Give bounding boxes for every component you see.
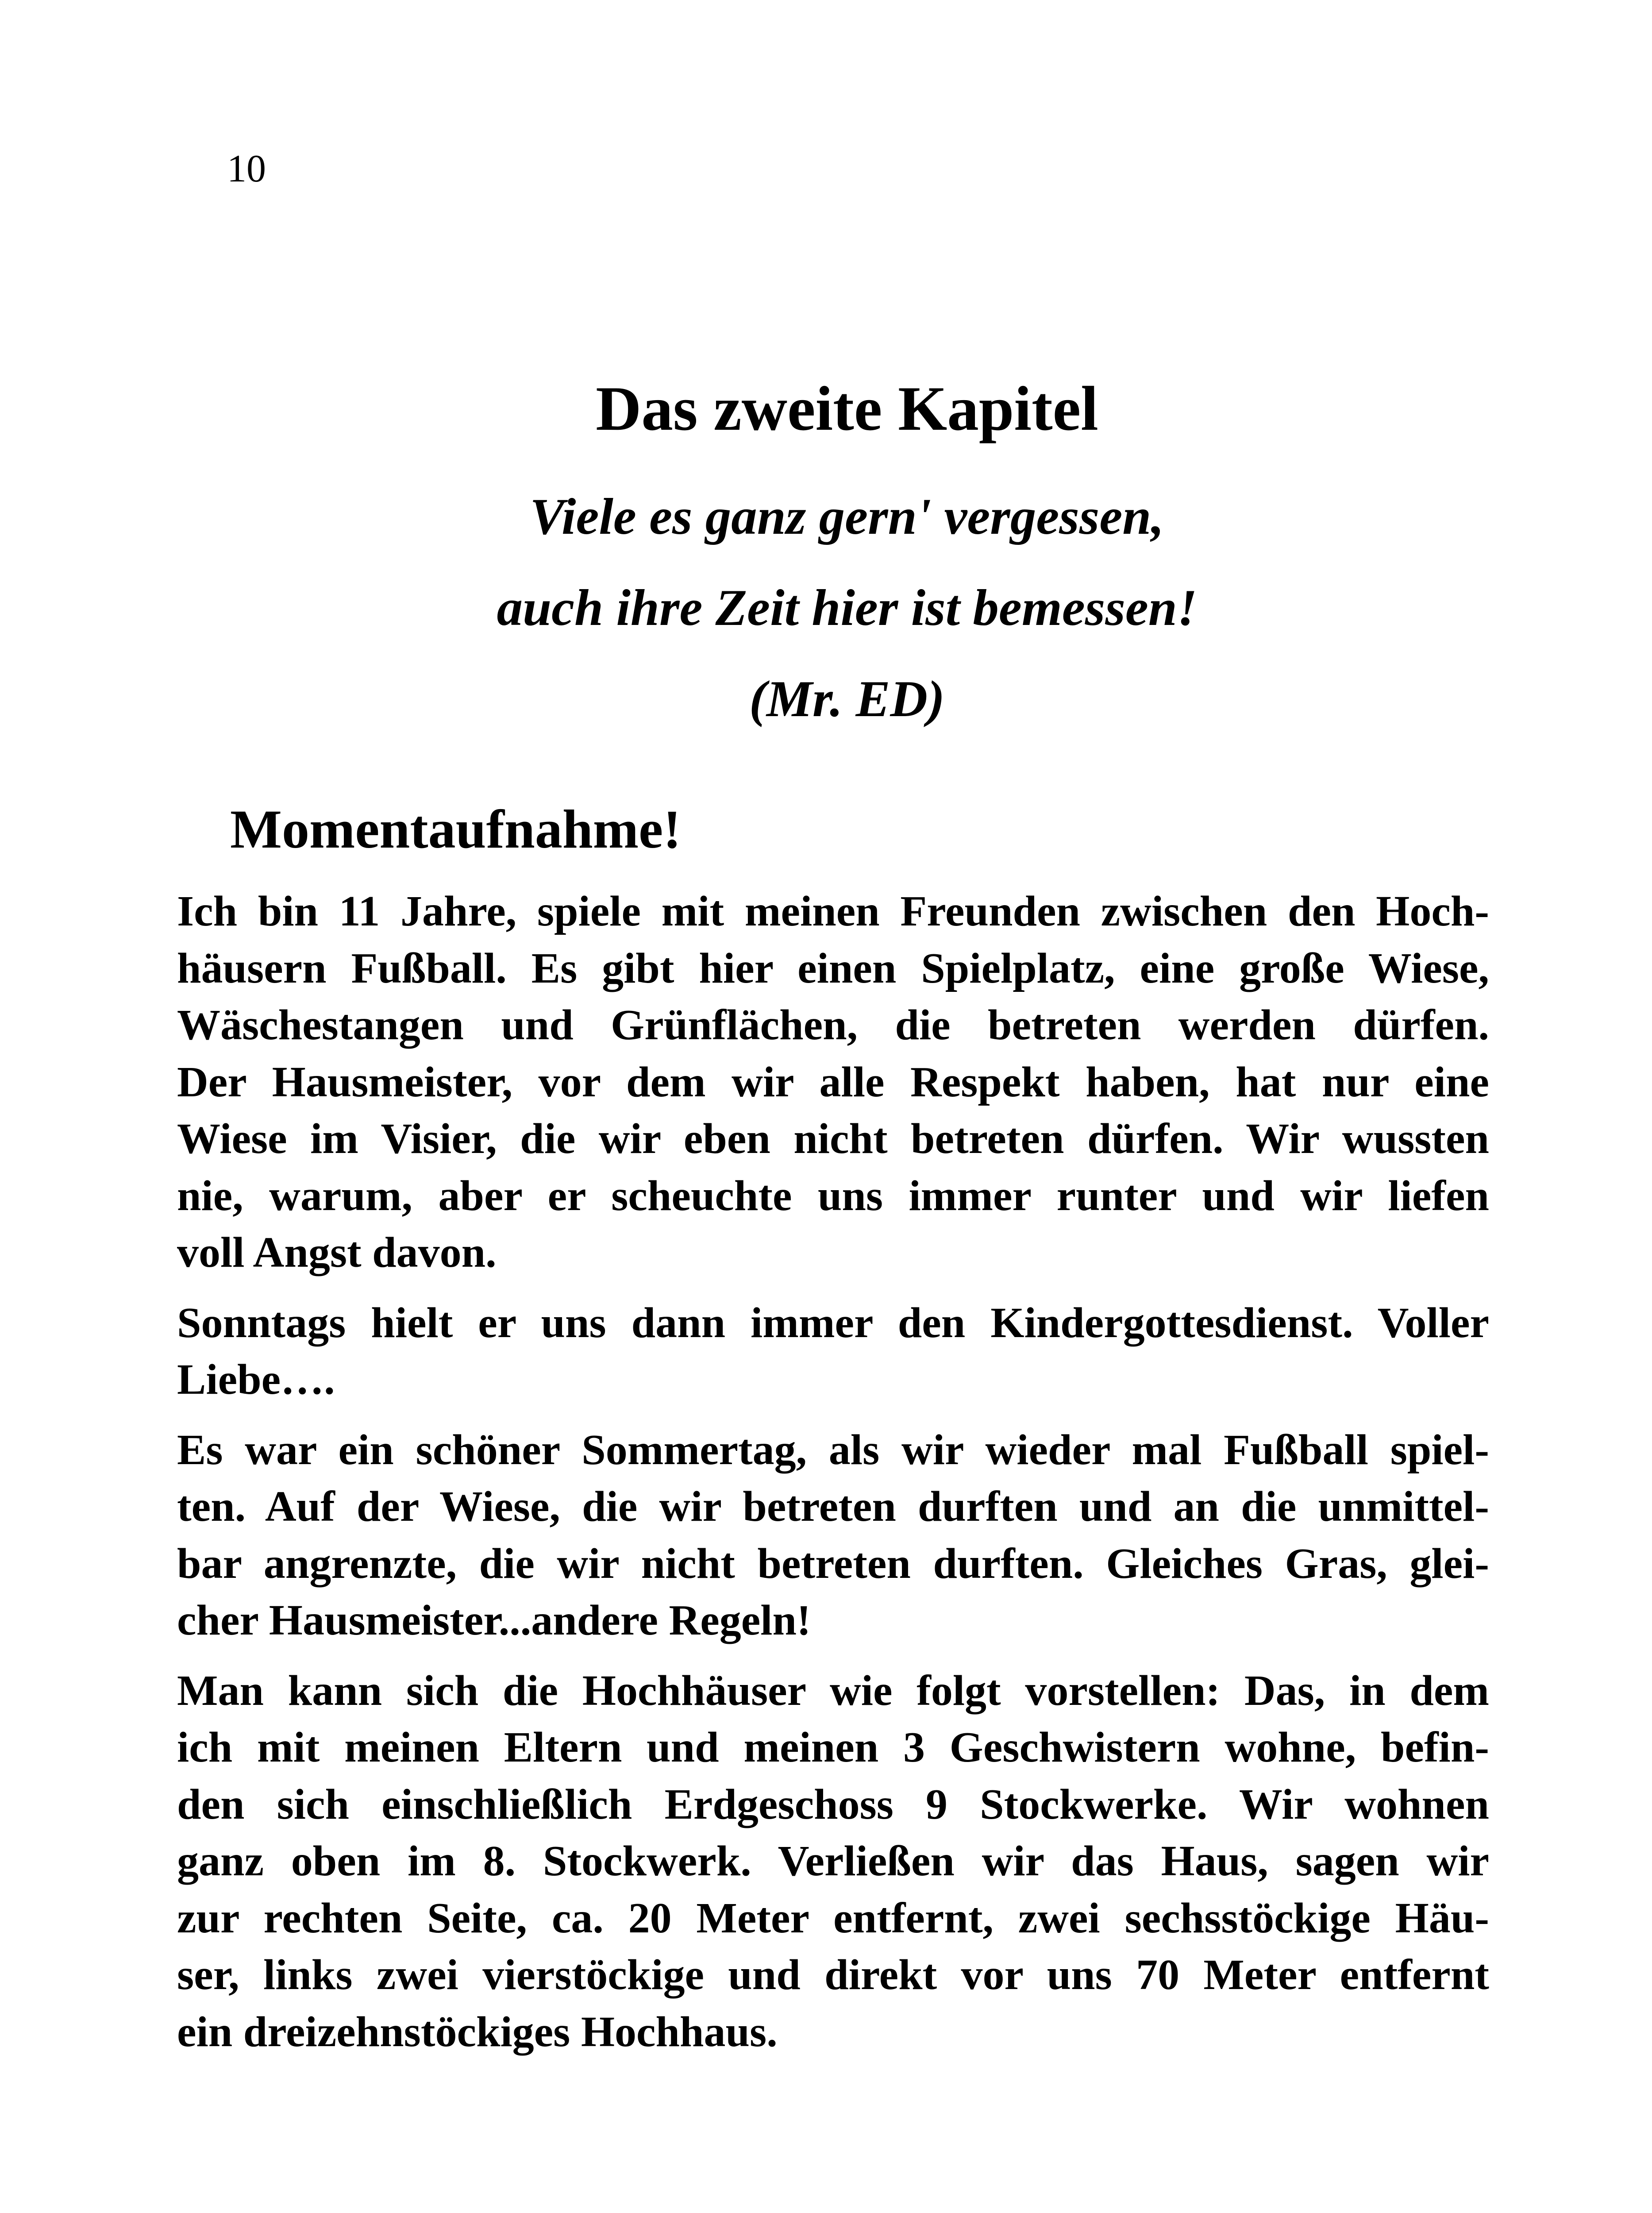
paragraph — [177, 1422, 1489, 1649]
text-line: ganz oben im 8. Stockwerk. Verließen wir das Haus, sagen wir — [177, 1837, 1489, 1885]
body-text — [177, 883, 1489, 2074]
paragraph — [177, 1662, 1489, 2061]
paragraph — [177, 883, 1489, 1281]
text-line: Sonntags hielt er uns dann immer den Kindergottesdienst. Voller — [177, 1299, 1489, 1347]
paragraph — [177, 1295, 1489, 1408]
text-line: cher Hausmeister...andere Regeln! — [177, 1596, 811, 1644]
text-line: Wiese im Visier, die wir eben nicht betreten dürfen. Wir wussten — [177, 1115, 1489, 1163]
text-line: ser, links zwei vierstöckige und direkt vor uns 70 Meter entfernt — [177, 1951, 1489, 1999]
text-line: zur rechten Seite, ca. 20 Meter entfernt, zwei sechsstöckige Häu- — [177, 1894, 1489, 1942]
page-number: 10 — [227, 147, 266, 190]
text-line: voll Angst davon. — [177, 1229, 497, 1276]
text-line: nie, warum, aber er scheuchte uns immer runter und wir liefen — [177, 1172, 1489, 1220]
section-heading: Momentaufnahme! — [230, 799, 682, 860]
text-line: ein dreizehnstöckiges Hochhaus. — [177, 2008, 778, 2056]
text-line: den sich einschließlich Erdgeschoss 9 Stockwerke. Wir wohnen — [177, 1780, 1489, 1828]
text-line: ich mit meinen Eltern und meinen 3 Geschwistern wohne, befin- — [177, 1723, 1489, 1771]
text-line: Der Hausmeister, vor dem wir alle Respekt haben, hat nur eine — [177, 1058, 1489, 1106]
text-line: Man kann sich die Hochhäuser wie folgt vorstellen: Das, in dem — [177, 1666, 1489, 1715]
text-line: Ich bin 11 Jahre, spiele mit meinen Freunden zwischen den Hoch- — [177, 887, 1489, 935]
epigraph-attribution: (Mr. ED) — [749, 671, 945, 728]
text-line: ten. Auf der Wiese, die wir betreten durften und an die unmittel- — [177, 1483, 1489, 1531]
epigraph — [0, 471, 1652, 745]
text-line: bar angrenzte, die wir nicht betreten durften. Gleiches Gras, glei- — [177, 1539, 1489, 1588]
epigraph-line: auch ihre Zeit hier ist bemessen! — [497, 579, 1198, 636]
text-line: Wäschestangen und Grünflächen, die betreten werden dürfen. — [177, 1001, 1489, 1049]
text-line: Liebe…. — [177, 1356, 335, 1403]
text-line: häusern Fußball. Es gibt hier einen Spielplatz, eine große Wiese, — [177, 944, 1489, 992]
chapter-title: Das zweite Kapitel — [596, 374, 1098, 443]
epigraph-line: Viele es ganz gern' vergessen, — [530, 488, 1164, 545]
text-line: Es war ein schöner Sommertag, als wir wieder mal Fußball spiel- — [177, 1426, 1489, 1474]
